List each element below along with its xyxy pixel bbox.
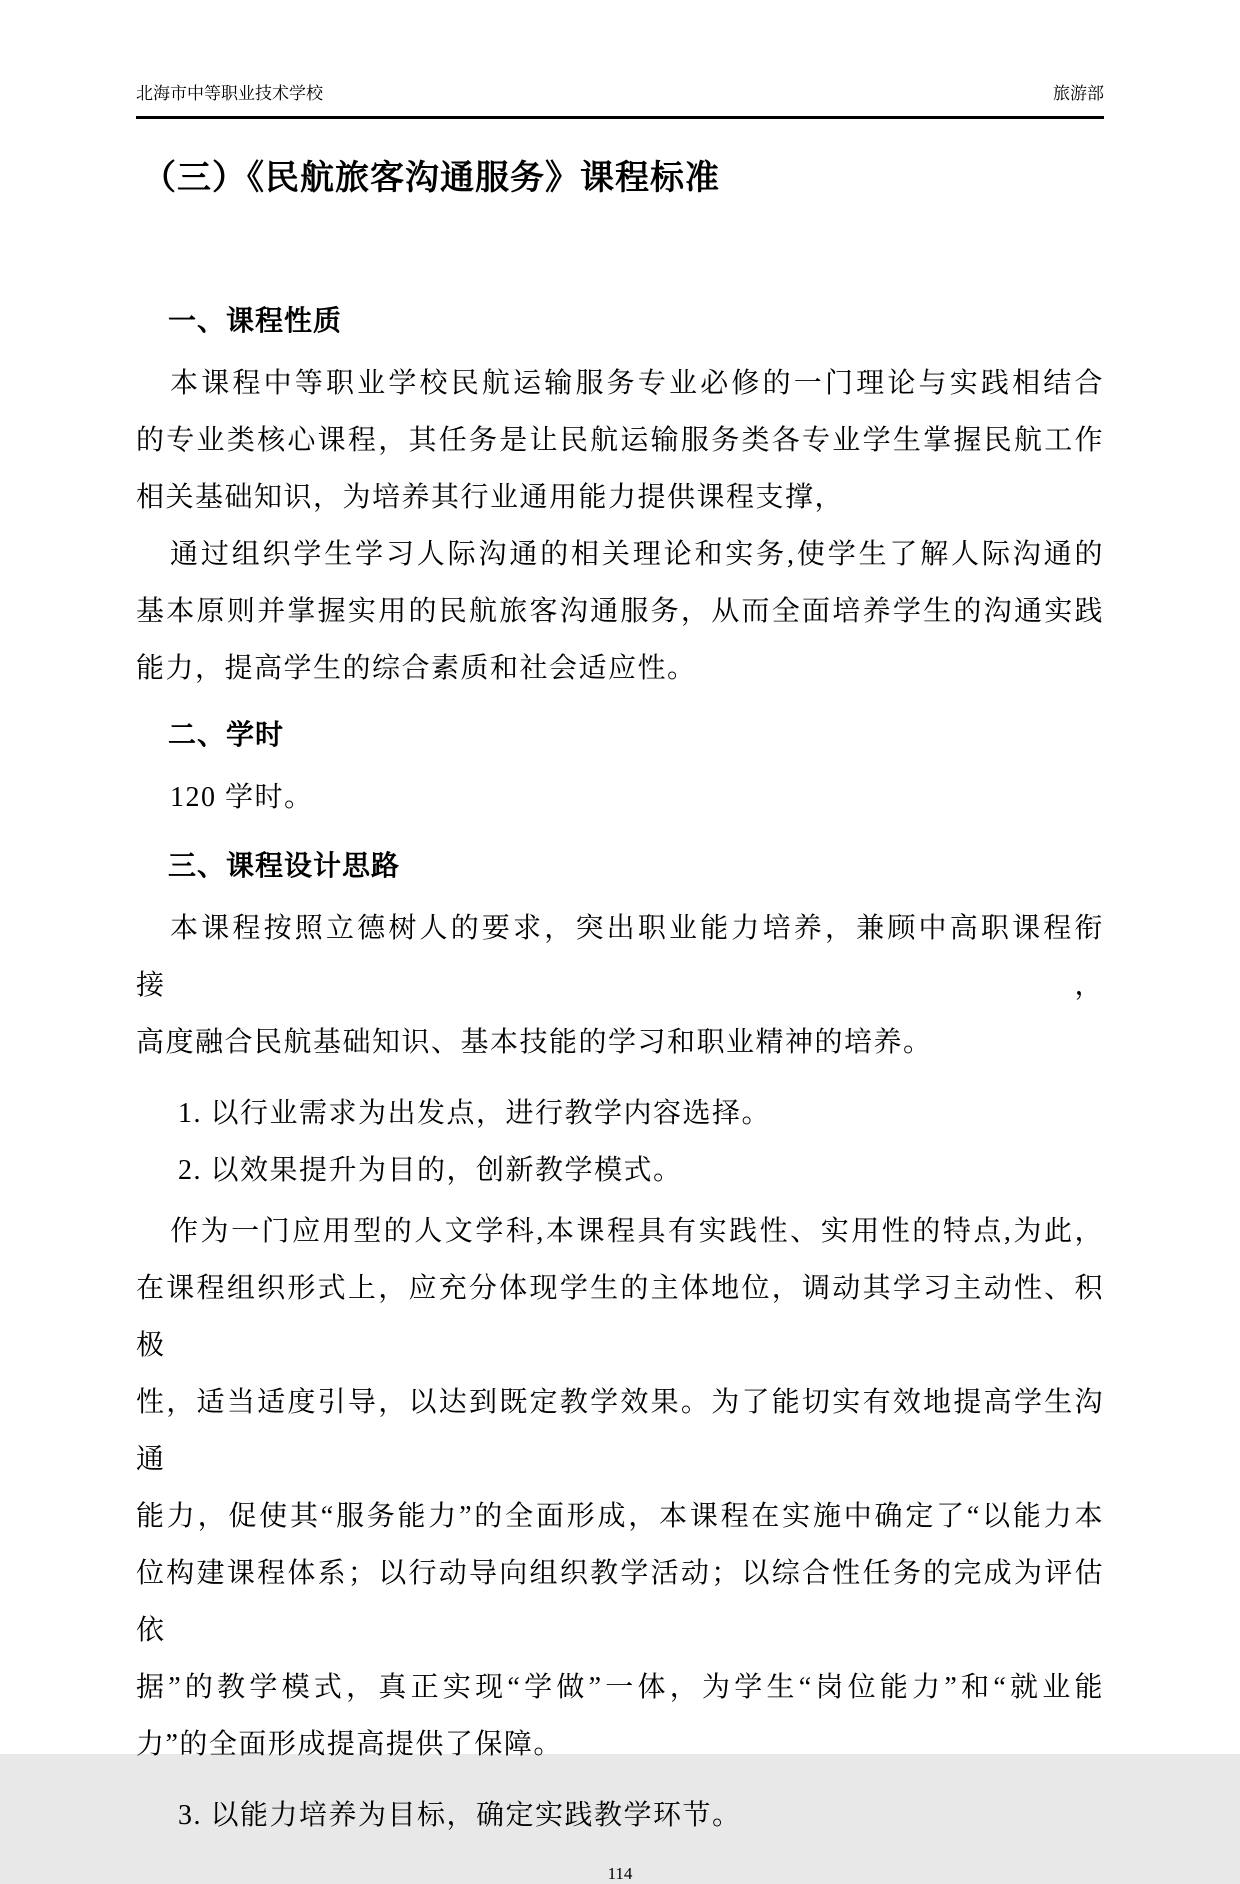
paragraph (136, 355, 1104, 526)
text-line: 2. 以效果提升为目的，创新教学模式。 (178, 1155, 683, 1186)
text-line: 120 学时。 (170, 782, 314, 813)
paragraph (136, 1203, 1104, 1773)
section-heading: 三、课程设计思路 (168, 850, 401, 881)
list-item (136, 1787, 1104, 1844)
list-item (136, 1085, 1104, 1142)
text-line: 1. 以行业需求为出发点，进行教学内容选择。 (178, 1098, 772, 1129)
text-line: 力”的全面形成提高提供了保障。 (136, 1729, 563, 1760)
document-title: （三）《民航旅客沟通服务》课程标准 (142, 159, 720, 197)
section (136, 301, 1104, 697)
section-heading: 二、学时 (168, 719, 285, 750)
text-line: 在课程组织形式上，应充分体现学生的主体地位，调动其学习主动性、积极 (136, 1273, 1104, 1361)
text-line: 的专业类核心课程，其任务是让民航运输服务类各专业学生掌握民航工作 (136, 425, 1104, 456)
list-item (136, 1142, 1104, 1199)
header-school-name: 北海市中等职业技术学校 (136, 84, 323, 103)
page-number: 114 (607, 1864, 633, 1883)
page-footer (136, 1864, 1104, 1884)
text-line: 相关基础知识，为培养其行业通用能力提供课程支撑， (136, 482, 845, 513)
header-department: 旅游部 (1053, 84, 1104, 103)
document-body (136, 301, 1104, 1844)
section (136, 846, 1104, 1844)
text-line: 能力，提高学生的综合素质和社会适应性。 (136, 653, 697, 684)
paragraph (136, 769, 1104, 826)
text-line: 通过组织学生学习人际沟通的相关理论和实务,使学生了解人际沟通的 (170, 539, 1104, 570)
paragraph (136, 900, 1104, 1071)
text-line: 高度融合民航基础知识、基本技能的学习和职业精神的培养。 (136, 1027, 933, 1058)
text-line: 性，适当适度引导，以达到既定教学效果。为了能切实有效地提高学生沟通 (136, 1387, 1104, 1475)
page-header (136, 0, 1104, 119)
text-line: 作为一门应用型的人文学科,本课程具有实践性、实用性的特点,为此， (170, 1216, 1104, 1247)
text-line: 3. 以能力培养为目标，确定实践教学环节。 (178, 1800, 742, 1831)
text-line: 能力，促使其“服务能力”的全面形成，本课程在实施中确定了“以能力本 (136, 1501, 1104, 1532)
section-heading: 一、课程性质 (168, 305, 343, 336)
text-line: 位构建课程体系；以行动导向组织教学活动；以综合性任务的完成为评估依 (136, 1558, 1104, 1646)
text-line: 基本原则并掌握实用的民航旅客沟通服务，从而全面培养学生的沟通实践 (136, 596, 1104, 627)
text-line: 本课程中等职业学校民航运输服务专业必修的一门理论与实践相结合 (170, 368, 1104, 399)
section (136, 715, 1104, 826)
paragraph (136, 526, 1104, 697)
text-line: 据”的教学模式，真正实现“学做”一体，为学生“岗位能力”和“就业能 (136, 1672, 1104, 1703)
text-line: 本课程按照立德树人的要求，突出职业能力培养，兼顾中高职课程衔接， (136, 913, 1104, 1001)
